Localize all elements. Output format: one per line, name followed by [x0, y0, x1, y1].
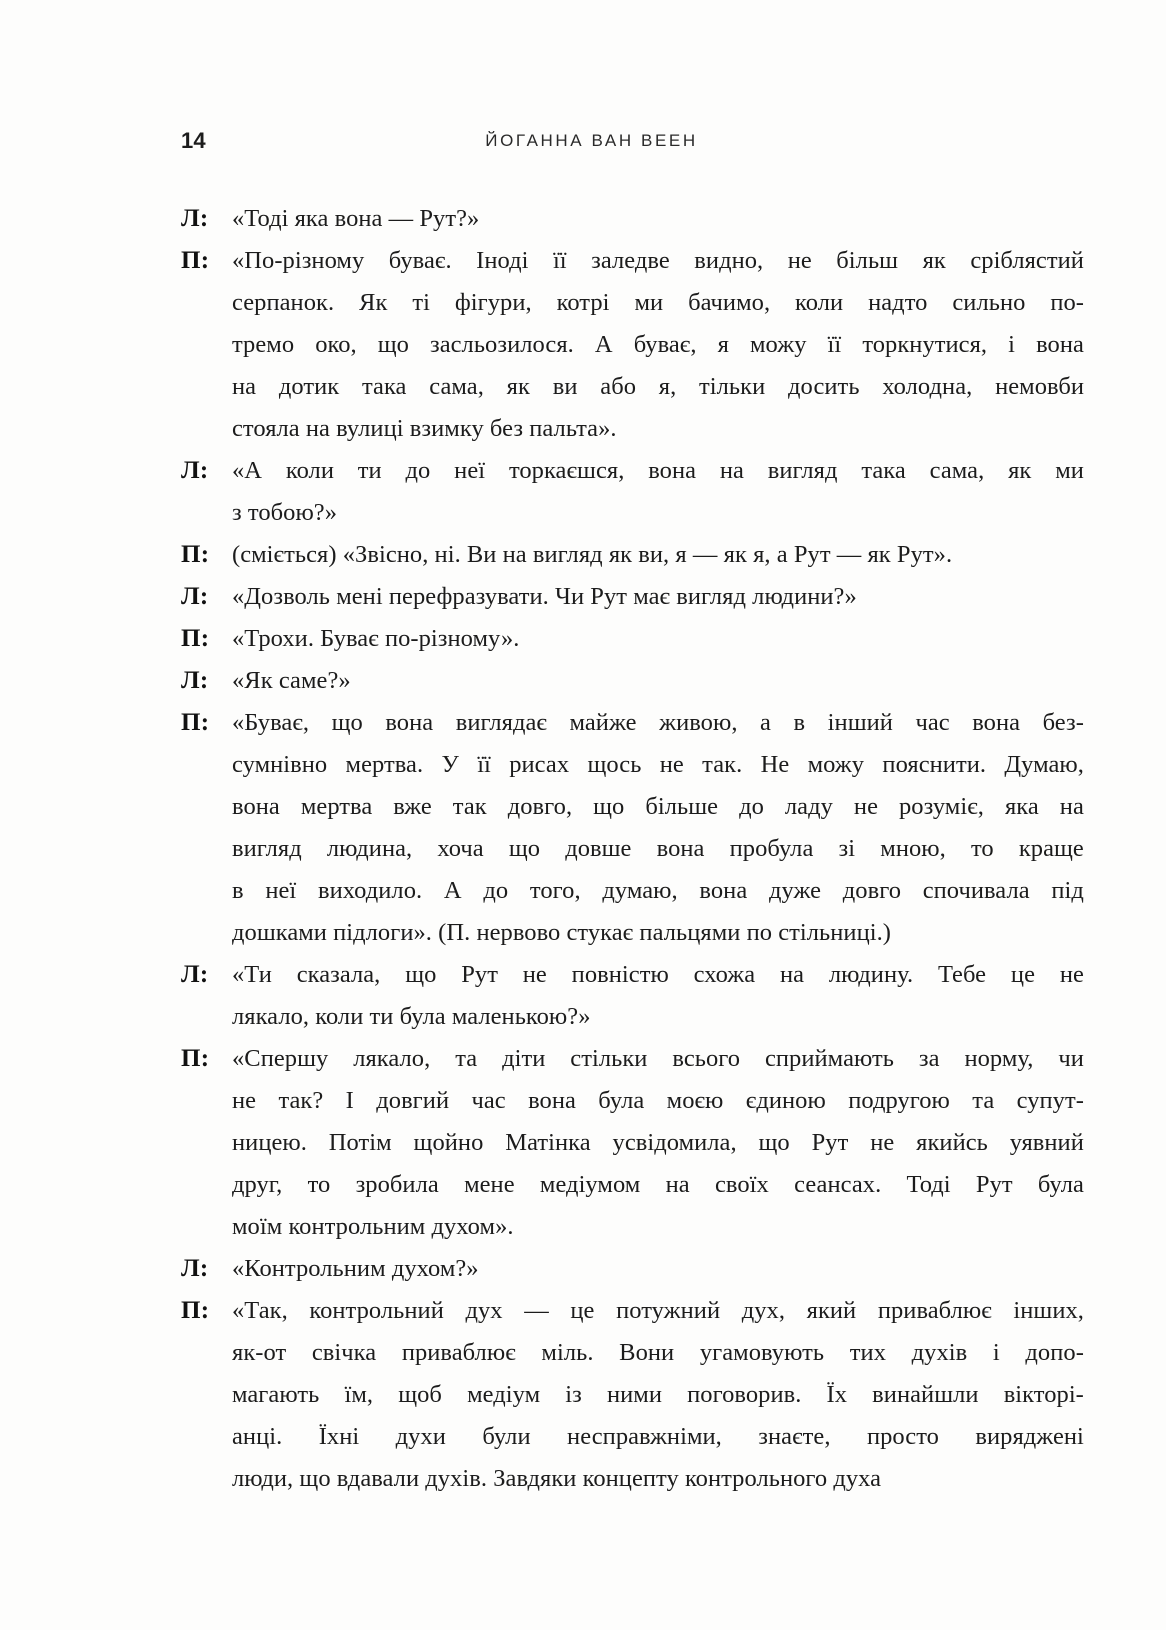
text-line: «Так, контрольний дух — це потужний дух, який приваблює інших, [232, 1297, 1084, 1324]
turn-lines [232, 1248, 1033, 1290]
text-line: магають їм, щоб медіум із ними поговорив. Їх винайшли вікторі- [232, 1381, 1084, 1408]
text-line: «Тоді яка вона — Рут?» [232, 205, 480, 232]
dialogue-turn [181, 534, 1033, 576]
text-line: в неї виходило. А до того, думаю, вона дуже довго спочивала під [232, 877, 1084, 904]
dialogue-turn [181, 660, 1033, 702]
dialogue-turn [181, 618, 1033, 660]
text-line: з тобою?» [232, 499, 338, 526]
turn-lines [232, 198, 1033, 240]
speaker-label: П: [181, 247, 210, 274]
dialogue-turn [181, 576, 1033, 618]
turn-lines [232, 618, 1033, 660]
turn-lines [232, 450, 1084, 534]
text-line: вигляд людина, хоча що довше вона пробула зі мною, то краще [232, 835, 1084, 862]
turn-lines [232, 576, 1033, 618]
speaker-label: Л: [181, 583, 209, 610]
text-line: сумнівно мертва. У її рисах щось не так. Не можу пояснити. Думаю, [232, 751, 1084, 778]
turn-lines [232, 240, 1084, 450]
dialogue-turn [181, 702, 1084, 954]
turn-lines [232, 1290, 1084, 1500]
speaker-label: Л: [181, 1255, 209, 1282]
text-line: на дотик така сама, як ви або я, тільки досить холодна, немовби [232, 373, 1084, 400]
turn-lines [232, 660, 1033, 702]
running-head-author: ЙОГАННА ВАН ВЕЕН [485, 131, 698, 150]
text-line: «Контрольним духом?» [232, 1255, 479, 1282]
dialogue-turn [181, 954, 1084, 1038]
text-line: дошками підлоги». (П. нервово стукає пальцями по стільниці.) [232, 919, 891, 946]
dialogue-turn [181, 1290, 1084, 1500]
text-line: ницею. Потім щойно Матінка усвідомила, що Рут не якийсь уявний [232, 1129, 1084, 1156]
text-line: (сміється) «Звісно, ні. Ви на вигляд як ви, я — як я, а Рут — як Рут». [232, 541, 953, 568]
text-line: люди, що вдавали духів. Завдяки концепту контрольного духа [232, 1465, 882, 1492]
dialogue-turn [181, 1248, 1033, 1290]
speaker-label: Л: [181, 205, 209, 232]
dialogue-turn [181, 1038, 1084, 1248]
turn-lines [232, 702, 1084, 954]
speaker-label: Л: [181, 457, 209, 484]
text-line: анці. Їхні духи були несправжніми, знаєте, просто виряджені [232, 1423, 1084, 1450]
dialogue-turn [181, 450, 1084, 534]
dialogue-turn [181, 198, 1033, 240]
text-line: стояла на вулиці взимку без пальта». [232, 415, 617, 442]
text-line: лякало, коли ти була маленькою?» [232, 1003, 591, 1030]
page-number: 14 [181, 128, 206, 153]
running-head [181, 128, 985, 154]
text-line: «Спершу лякало, та діти стільки всього сприймають за норму, чи [232, 1045, 1084, 1072]
text-line: «Трохи. Буває по-різному». [232, 625, 520, 652]
text-line: друг, то зробила мене медіумом на своїх сеансах. Тоді Рут була [232, 1171, 1084, 1198]
speaker-label: П: [181, 1297, 210, 1324]
text-line: тремо око, що засльозилося. А буває, я можу її торкнутися, і вона [232, 331, 1084, 358]
text-line: «По-різному буває. Іноді її заледве видно, не більш як сріблястий [232, 247, 1084, 274]
text-line: «А коли ти до неї торкаєшся, вона на вигляд така сама, як ми [232, 457, 1084, 484]
speaker-label: Л: [181, 667, 209, 694]
text-line: не так? І довгий час вона була моєю єдиною подругою та супут- [232, 1087, 1084, 1114]
speaker-label: Л: [181, 961, 209, 988]
turn-lines [232, 1038, 1084, 1248]
dialogue-turn [181, 240, 1084, 450]
text-line: серпанок. Як ті фігури, котрі ми бачимо, коли надто сильно по- [232, 289, 1084, 316]
text-line: «Буває, що вона виглядає майже живою, а в інший час вона без- [232, 709, 1084, 736]
text-line: як-от свічка приваблює міль. Вони угамовують тих духів і допо- [232, 1339, 1084, 1366]
text-line: «Як саме?» [232, 667, 351, 694]
speaker-label: П: [181, 709, 210, 736]
text-line: моїм контрольним духом». [232, 1213, 514, 1240]
text-line: вона мертва вже так довго, що більше до ладу не розуміє, яка на [232, 793, 1084, 820]
text-line: «Дозволь мені перефразувати. Чи Рут має вигляд людини?» [232, 583, 857, 610]
dialogue-body [181, 198, 1084, 1500]
text-line: «Ти сказала, що Рут не повністю схожа на людину. Тебе це не [232, 961, 1084, 988]
speaker-label: П: [181, 625, 210, 652]
turn-lines [232, 534, 1033, 576]
turn-lines [232, 954, 1084, 1038]
speaker-label: П: [181, 1045, 210, 1072]
speaker-label: П: [181, 541, 210, 568]
